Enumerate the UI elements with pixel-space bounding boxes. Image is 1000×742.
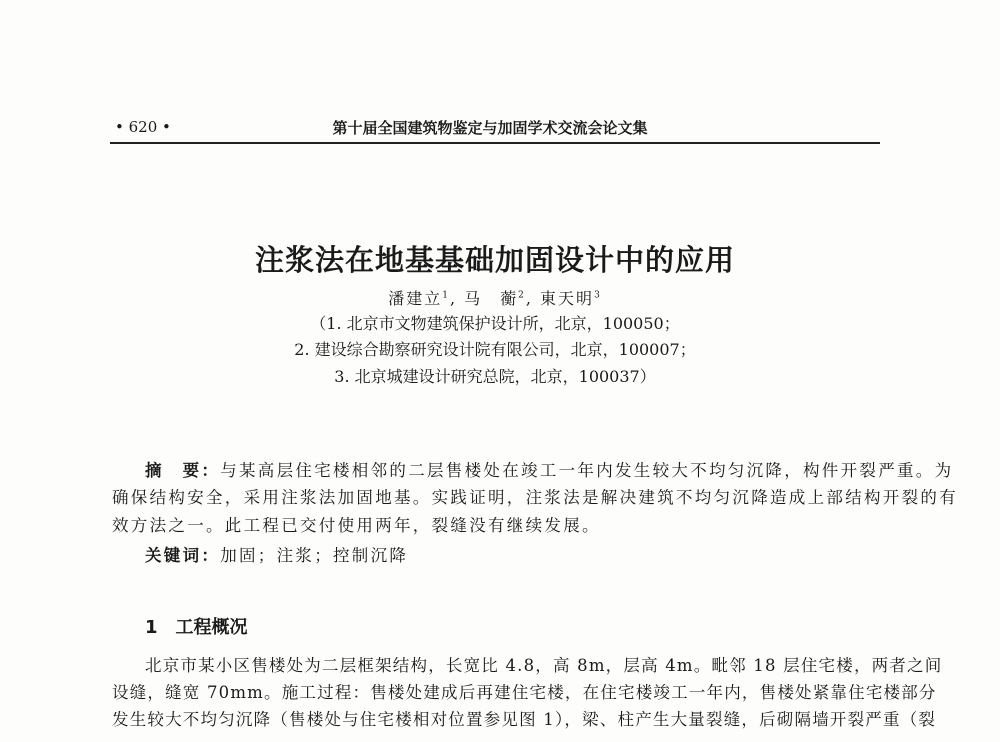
keywords: 关键词：加固；注浆；控制沉降 <box>145 546 409 565</box>
author: 東天明 <box>540 289 595 308</box>
header-rule <box>110 142 880 144</box>
abstract-line: 摘 要：与某高层住宅楼相邻的二层售楼处在竣工一年内发生较大不均匀沉降，构件开裂严重。为 <box>145 461 954 480</box>
abstract-label: 摘 要： <box>145 461 221 480</box>
authors: 潘建立$^1$, 马 蘅$^2$, 東天明$^3$ <box>388 289 602 308</box>
section-heading: 1 工程概况 <box>145 617 248 638</box>
body-line: 发生较大不均匀沉降（售楼处与住宅楼相对位置参见图 1），梁、柱产生大量裂缝，后砌隔墙开裂严重（裂 <box>112 710 937 729</box>
paper-title: 注浆法在地基基础加固设计中的应用 <box>254 243 735 277</box>
body-line: 北京市某小区售楼处为二层框架结构，长宽比 4.8，高 8m，层高 4m。毗邻 18 层住宅楼，两者之间 <box>145 656 943 675</box>
running-header: 第十届全国建筑物鉴定与加固学术交流会论文集 <box>332 119 648 137</box>
affiliation: 3. 北京城建设计研究总院，北京，100037） <box>334 367 656 386</box>
affiliation: （1. 北京市文物建筑保护设计所，北京，100050； <box>310 314 680 333</box>
abstract-line: 效方法之一。此工程已交付使用两年，裂缝没有继续发展。 <box>112 516 601 535</box>
body-line: 设缝，缝宽 70mm。施工过程：售楼处建成后再建住宅楼，在住宅楼竣工一年内，售楼处紧靠住宅楼部分 <box>112 683 937 702</box>
author: 潘建立 <box>388 289 443 308</box>
keywords-label: 关键词： <box>145 546 221 565</box>
abstract-line: 确保结构安全，采用注浆法加固地基。实践证明，注浆法是解决建筑不均匀沉降造成上部结构开裂的有 <box>112 488 958 507</box>
author: 马 蘅 <box>464 289 519 308</box>
page-number: • 620 • <box>115 118 171 136</box>
affiliation: 2. 建设综合勘察研究设计院有限公司，北京，100007； <box>294 340 696 359</box>
